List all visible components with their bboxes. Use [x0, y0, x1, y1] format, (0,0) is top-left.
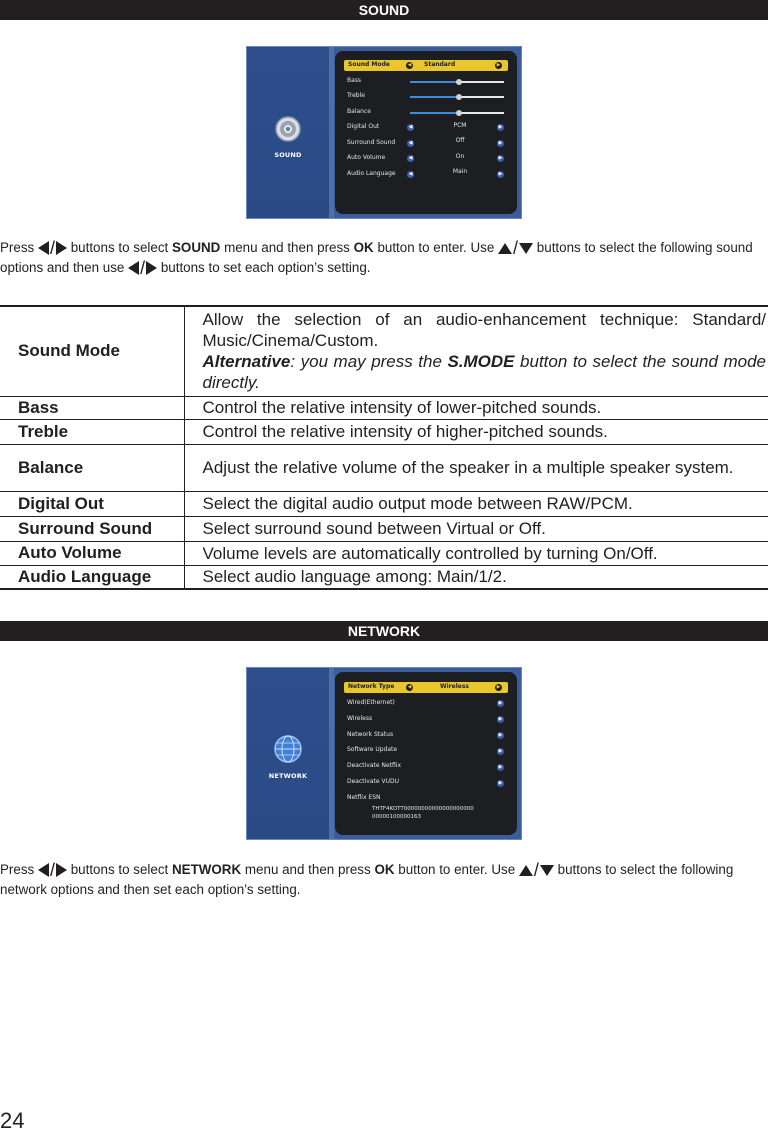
chevron-left-icon[interactable]: ◀: [408, 155, 413, 161]
option-name: Balance: [0, 444, 184, 491]
chevron-right-icon[interactable]: ▶: [498, 171, 503, 177]
chevron-right-icon[interactable]: ▶: [498, 700, 503, 706]
option-description: Select the digital audio output mode between RAW/PCM.: [202, 494, 633, 513]
right-arrow-icon: [56, 863, 67, 877]
option-description: Adjust the relative volume of the speaker in a multiple speaker system.: [202, 458, 734, 477]
menu-item-audio-language[interactable]: Audio Language: [347, 170, 396, 177]
audio-language-value: Main: [452, 168, 468, 175]
speaker-icon: [274, 115, 302, 143]
option-description: Select audio language among: Main/1/2.: [202, 567, 507, 587]
treble-slider[interactable]: [410, 96, 504, 98]
treble-slider-fill: [410, 96, 459, 98]
network-menu-name: NETWORK: [171, 862, 242, 877]
option-name: Treble: [0, 419, 184, 444]
option-description: Control the relative intensity of lower-pitched sounds.: [202, 398, 602, 417]
chevron-right-icon[interactable]: ▶: [498, 764, 503, 770]
down-arrow-icon: [540, 865, 554, 876]
chevron-right-icon[interactable]: ▶: [496, 62, 501, 68]
auto-volume-value: On: [455, 153, 465, 160]
sound-menu-panel: [335, 51, 517, 214]
down-arrow-icon: [519, 243, 533, 254]
sound-menu-screenshot: [246, 46, 522, 219]
page-number: 24: [0, 1108, 25, 1133]
menu-item-netflix-esn: Netflix ESN: [347, 794, 381, 801]
up-arrow-icon: [519, 865, 533, 876]
balance-slider[interactable]: [410, 112, 504, 114]
bass-slider[interactable]: [410, 81, 504, 83]
digital-out-value: PCM: [453, 122, 467, 129]
chevron-left-icon[interactable]: ◀: [408, 124, 413, 130]
sound-instructions: Press / buttons to select SOUND menu and then press OK button to enter. Use / buttons to select the following sound options and then use / buttons to set each option’s setting.: [0, 238, 753, 279]
menu-item-deactivate-vudu[interactable]: Deactivate VUDU: [347, 778, 399, 785]
sound-icon-label: SOUND: [274, 151, 302, 159]
menu-item-network-status[interactable]: Network Status: [347, 731, 394, 738]
option-name: Audio Language: [0, 565, 184, 589]
option-name: Digital Out: [0, 491, 184, 516]
netflix-esn-value-line2: 00000100000163: [372, 814, 421, 820]
balance-slider-fill: [410, 112, 459, 114]
option-description: Control the relative intensity of higher-pitched sounds.: [202, 422, 608, 441]
surround-sound-value: Off: [455, 137, 465, 144]
table-row: [0, 306, 768, 396]
menu-item-network-type[interactable]: Network Type ◀ Wireless ▶: [344, 682, 508, 693]
menu-item-treble[interactable]: Treble: [347, 92, 365, 99]
chevron-right-icon[interactable]: ▶: [498, 716, 503, 722]
right-arrow-icon: [56, 241, 67, 255]
sound-menu-name: SOUND: [171, 240, 221, 255]
menu-item-auto-volume[interactable]: Auto Volume: [347, 154, 386, 161]
option-name: Sound Mode: [0, 306, 184, 396]
table-row: [0, 419, 768, 444]
option-name: Surround Sound: [0, 516, 184, 541]
chevron-right-icon[interactable]: ▶: [498, 155, 503, 161]
chevron-right-icon[interactable]: ▶: [498, 124, 503, 130]
chevron-left-icon[interactable]: ◀: [407, 62, 412, 68]
network-menu-panel: [335, 672, 517, 835]
chevron-left-icon[interactable]: ◀: [408, 171, 413, 177]
network-menu-screenshot: [246, 667, 522, 840]
chevron-right-icon[interactable]: ▶: [498, 732, 503, 738]
menu-item-sound-mode[interactable]: Sound Mode ◀ Standard ▶: [344, 60, 508, 71]
table-row: [0, 396, 768, 419]
chevron-left-icon[interactable]: ◀: [407, 684, 412, 690]
menu-item-balance[interactable]: Balance: [347, 108, 371, 115]
bass-slider-fill: [410, 81, 459, 83]
left-arrow-icon: [38, 241, 49, 255]
ok-button-name: OK: [353, 240, 374, 255]
balance-slider-knob[interactable]: [456, 110, 462, 116]
left-arrow-icon: [38, 863, 49, 877]
globe-icon: [273, 734, 303, 764]
option-description: Volume levels are automatically controlled by turning On/Off.: [202, 543, 658, 563]
option-description: Allow the selection of an audio-enhancement technique: Standard/ Music/Cinema/Custom. Alternative: you may press the S.MODE button to select the sound mode directly.: [202, 310, 766, 393]
table-row: [0, 444, 768, 491]
menu-item-wireless[interactable]: Wireless: [347, 715, 373, 722]
network-icon-label: NETWORK: [268, 772, 308, 780]
chevron-left-icon[interactable]: ◀: [408, 140, 413, 146]
menu-item-surround-sound[interactable]: Surround Sound: [347, 139, 396, 146]
sound-options-table: [0, 305, 768, 590]
left-arrow-icon: [128, 261, 139, 275]
bass-slider-knob[interactable]: [456, 79, 462, 85]
chevron-right-icon[interactable]: ▶: [498, 780, 503, 786]
sound-section-header: SOUND: [0, 0, 768, 20]
network-instructions: Press / buttons to select NETWORK menu and then press OK button to enter. Use / buttons to select the following network options and then set each option’s setting.: [0, 860, 734, 897]
network-section-header: NETWORK: [0, 621, 768, 641]
up-arrow-icon: [498, 243, 512, 254]
menu-item-digital-out[interactable]: Digital Out: [347, 123, 380, 130]
table-row: [0, 565, 768, 589]
option-name: Auto Volume: [0, 541, 184, 565]
menu-item-bass[interactable]: Bass: [347, 77, 362, 84]
table-row: [0, 491, 768, 516]
option-description: Select surround sound between Virtual or Off.: [202, 519, 546, 538]
table-row: [0, 541, 768, 565]
menu-item-wired-ethernet[interactable]: Wired(Ethernet): [347, 699, 395, 706]
menu-item-software-update[interactable]: Software Update: [347, 746, 398, 753]
chevron-right-icon[interactable]: ▶: [498, 140, 503, 146]
right-arrow-icon: [146, 261, 157, 275]
netflix-esn-value-line1: THTF4KOTT00000000000000000000: [372, 806, 474, 812]
menu-item-deactivate-netflix[interactable]: Deactivate Netflix: [347, 762, 402, 769]
ok-button-name: OK: [374, 862, 395, 877]
option-name: Bass: [0, 396, 184, 419]
treble-slider-knob[interactable]: [456, 94, 462, 100]
chevron-right-icon[interactable]: ▶: [496, 684, 501, 690]
chevron-right-icon[interactable]: ▶: [498, 748, 503, 754]
table-row: [0, 516, 768, 541]
